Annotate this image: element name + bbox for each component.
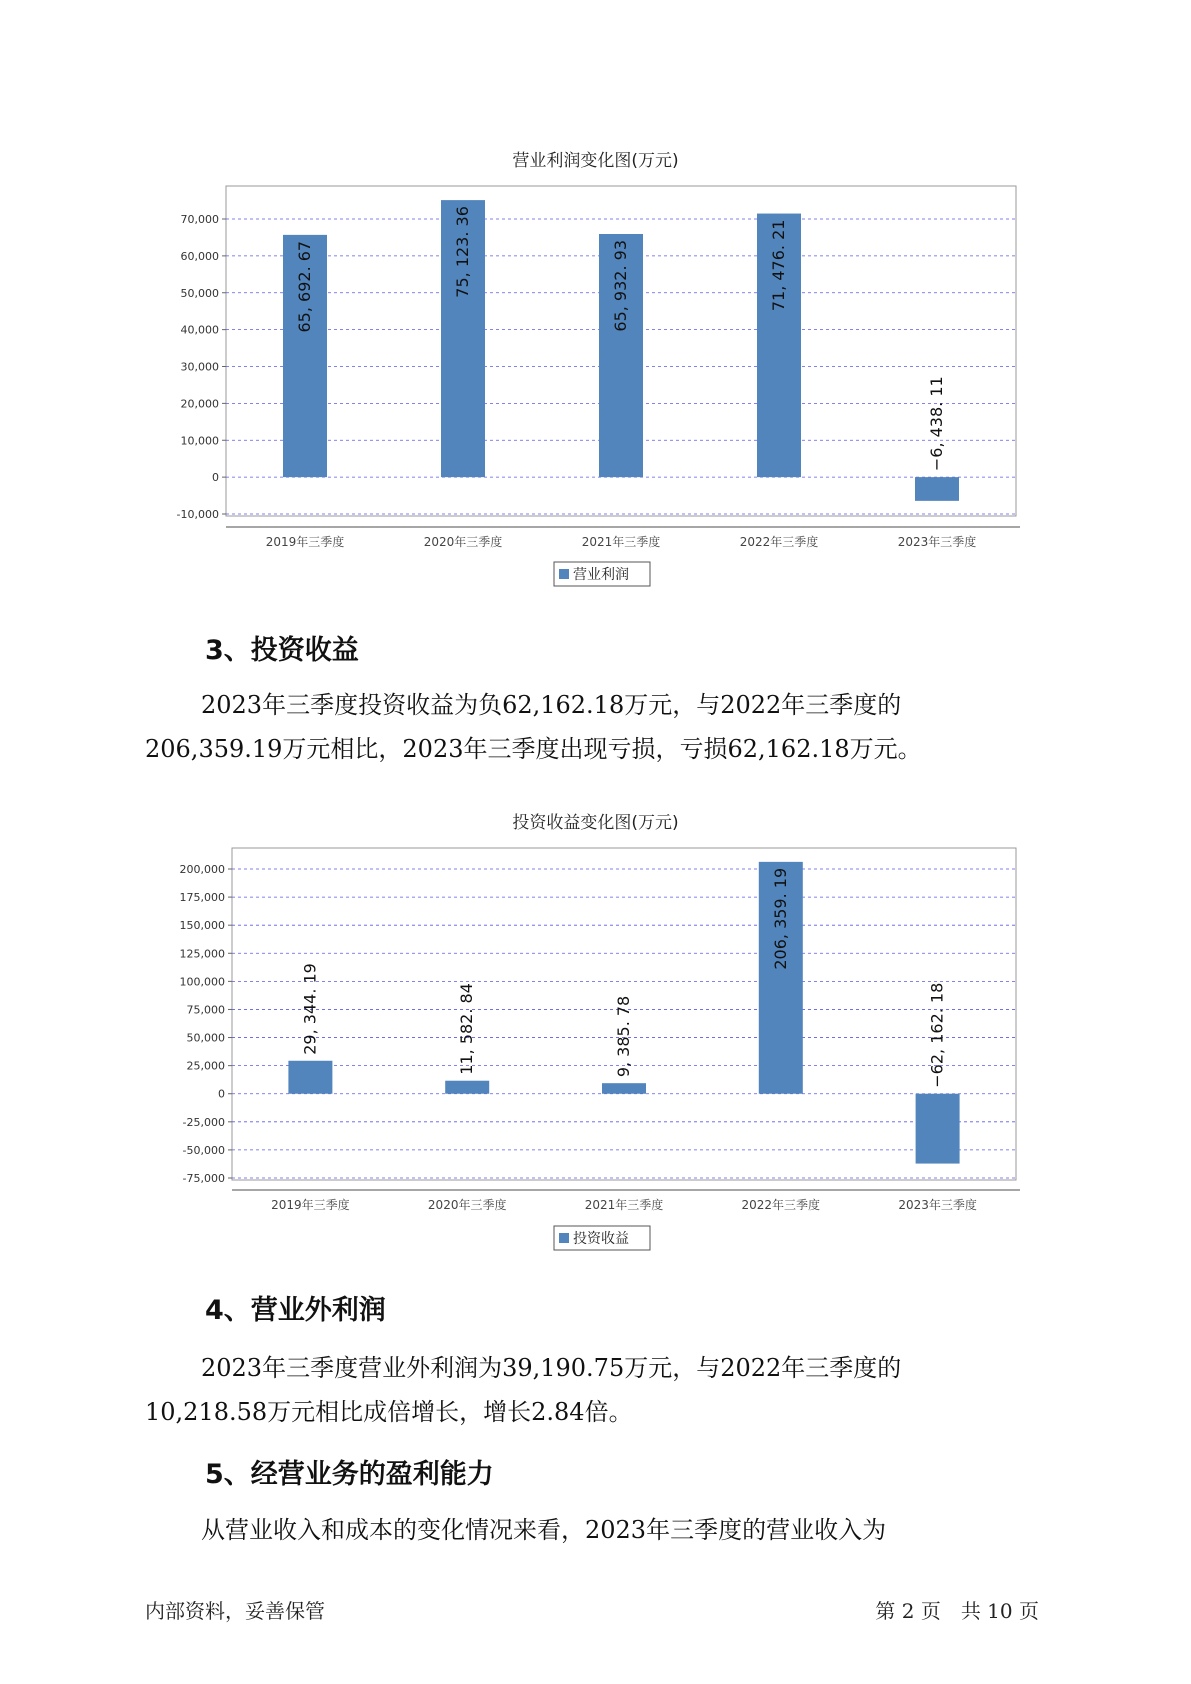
data-label: 206, 359. 19 (770, 867, 790, 970)
section-5-heading: 5、经营业务的盈利能力 (205, 1459, 494, 1490)
data-label: 71, 476. 21 (769, 219, 788, 312)
y-tick-label: 50,000 (186, 1031, 225, 1045)
y-tick-label: 125,000 (179, 947, 225, 961)
section-3-line-2: 206,359.19万元相比，2023年三季度出现亏损，亏损62,162.18万元。 (145, 735, 922, 763)
data-label: 9, 385. 78 (614, 995, 633, 1078)
y-tick-label: -25,000 (182, 1115, 225, 1129)
y-tick-label: 30,000 (180, 360, 219, 374)
x-tick-label: 2023年三季度 (898, 1198, 977, 1212)
y-tick-label: -75,000 (182, 1172, 225, 1185)
data-label: 65, 692. 67 (295, 240, 314, 333)
y-tick-label: 10,000 (180, 434, 219, 448)
section-4-heading: 4、营业外利润 (205, 1295, 386, 1326)
bar-2023年三季度 (916, 1094, 960, 1164)
y-tick-label: -10,000 (176, 508, 219, 521)
y-tick-label: 200,000 (179, 863, 225, 876)
data-label: 65, 932. 93 (611, 239, 630, 332)
y-tick-label: 40,000 (180, 323, 219, 337)
section-3-line-1: 2023年三季度投资收益为负62,162.18万元，与2022年三季度的 (201, 691, 902, 719)
chart2-title: 投资收益变化图(万元) (512, 813, 679, 833)
bar-2019年三季度 (288, 1061, 332, 1094)
legend-swatch (559, 1233, 569, 1243)
y-tick-label: 20,000 (180, 397, 219, 411)
section-4-line-2: 10,218.58万元相比成倍增长，增长2.84倍。 (145, 1398, 633, 1426)
section-4-paragraph (145, 1346, 1045, 1434)
bar-2021年三季度 (602, 1083, 646, 1094)
section-4-line-1: 2023年三季度营业外利润为39,190.75万元，与2022年三季度的 (201, 1354, 902, 1382)
y-tick-label: 150,000 (179, 919, 225, 933)
x-tick-label: 2019年三季度 (271, 1198, 350, 1212)
y-tick-label: 60,000 (180, 249, 219, 263)
section-3-heading: 3、投资收益 (205, 635, 359, 666)
x-tick-label: 2020年三季度 (427, 1198, 507, 1212)
y-tick-label: 70,000 (180, 213, 219, 226)
x-tick-label: 2022年三季度 (741, 1198, 821, 1212)
x-tick-label: 2021年三季度 (584, 1198, 664, 1212)
x-tick-label: 2022年三季度 (739, 535, 819, 549)
section-5-line-1: 从营业收入和成本的变化情况来看，2023年三季度的营业收入为 (201, 1516, 887, 1544)
footer-left: 内部资料，妥善保管 (145, 1599, 325, 1623)
legend-label: 投资收益 (573, 1231, 629, 1247)
y-tick-label: 25,000 (186, 1059, 225, 1073)
legend-label: 营业利润 (573, 567, 629, 583)
data-label: 11, 582. 84 (457, 983, 477, 1075)
y-tick-label: -50,000 (182, 1143, 225, 1157)
section-5-paragraph (145, 1508, 1045, 1552)
y-tick-label: 0 (212, 471, 219, 485)
y-tick-label: 75,000 (186, 1003, 225, 1017)
footer-page-number: 第 2 页 共 10 页 (875, 1599, 1039, 1623)
x-tick-label: 2019年三季度 (265, 535, 345, 549)
y-tick-label: 175,000 (179, 891, 225, 905)
y-tick-label: 0 (218, 1087, 225, 1101)
x-tick-label: 2020年三季度 (423, 535, 503, 549)
y-tick-label: 100,000 (179, 975, 225, 989)
y-tick-label: 50,000 (180, 286, 219, 300)
legend (554, 1226, 650, 1250)
x-tick-label: 2021年三季度 (581, 535, 661, 549)
data-label: 29, 344. 19 (300, 963, 320, 1055)
data-label: −62, 162. 18 (927, 982, 947, 1088)
data-label: 75, 123. 36 (453, 206, 472, 298)
bar-2020年三季度 (445, 1081, 489, 1094)
data-label: −6, 438. 11 (927, 376, 946, 472)
chart1-title: 营业利润变化图(万元) (512, 151, 679, 171)
x-tick-label: 2023年三季度 (897, 535, 977, 549)
